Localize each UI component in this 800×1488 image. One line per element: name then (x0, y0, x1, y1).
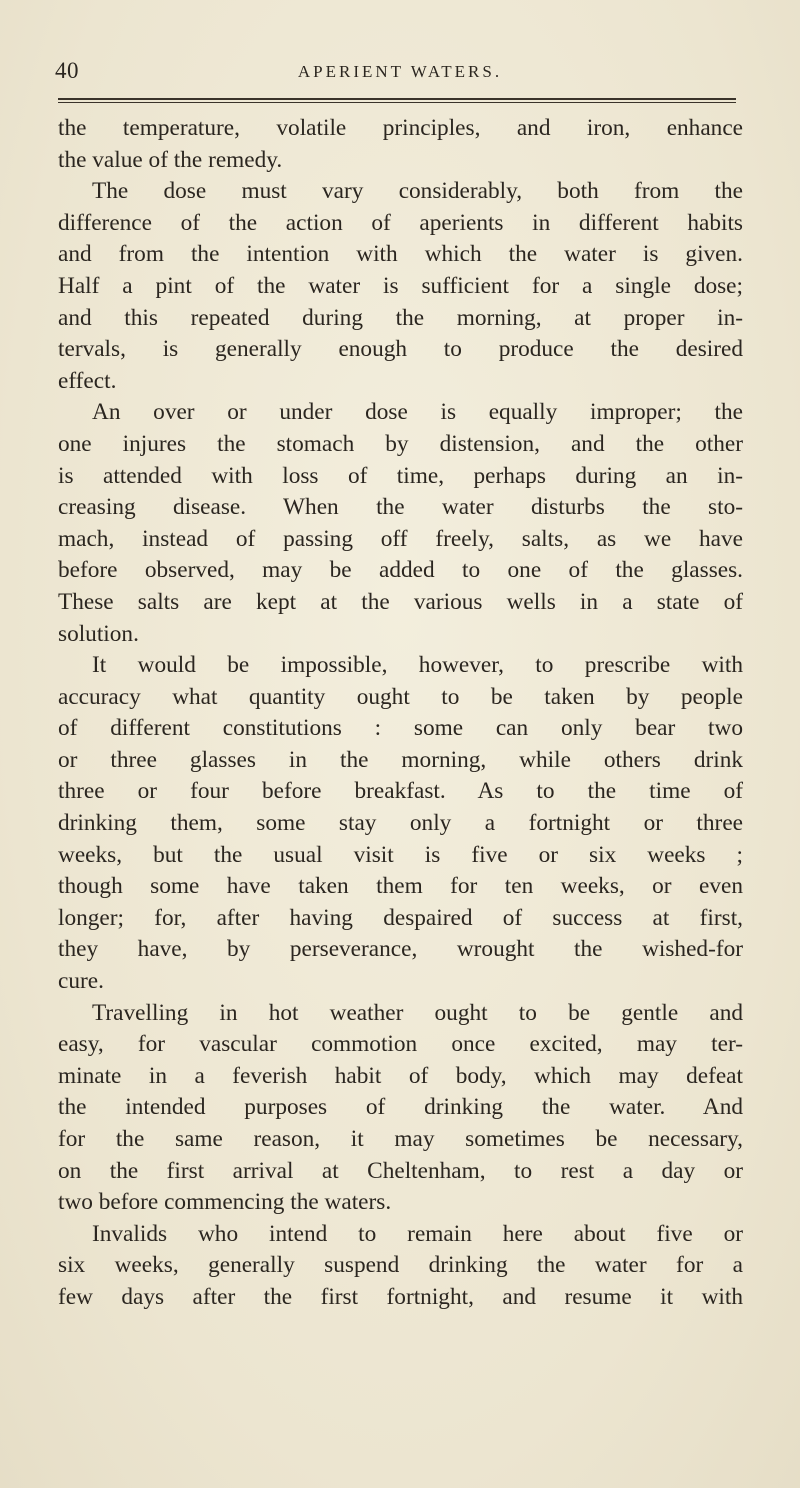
text-line: accuracy what quantity ought to be taken by people (58, 683, 743, 710)
text-line: Travelling in hot weather ought to be gentle and (92, 999, 743, 1026)
text-line: It would be impossible, however, to prescribe with (92, 652, 743, 679)
text-line: effect. (58, 367, 117, 394)
body-text (58, 113, 743, 1314)
text-line: though some have taken them for ten weeks, or even (58, 873, 743, 900)
text-line: one injures the stomach by distension, and the other (58, 430, 743, 457)
text-line: or three glasses in the morning, while others drink (58, 746, 743, 773)
text-line: The dose must vary considerably, both from the (92, 178, 743, 205)
text-line: cure. (58, 968, 104, 995)
text-line: minate in a feverish habit of body, which may defeat (58, 1062, 743, 1089)
text-line: difference of the action of aperients in different habits (58, 209, 743, 236)
text-line: six weeks, generally suspend drinking the water for a (58, 1252, 743, 1279)
text-line: easy, for vascular commotion once excited, may ter- (58, 1031, 743, 1058)
text-line: weeks, but the usual visit is five or six weeks ; (58, 841, 743, 868)
running-title: APERIENT WATERS. (297, 62, 503, 81)
page-number: 40 (55, 58, 79, 83)
header-rule-thick (58, 98, 736, 100)
text-line: longer; for, after having despaired of success at first, (58, 904, 743, 931)
text-line: drinking them, some stay only a fortnight or three (58, 810, 743, 837)
text-line: they have, by perseverance, wrought the wished-for (58, 936, 743, 963)
text-line: before observed, may be added to one of the glasses. (58, 557, 743, 584)
text-line: creasing disease. When the water disturbs the sto- (58, 494, 743, 521)
text-line: solution. (58, 620, 139, 647)
text-line: the value of the remedy. (58, 146, 283, 173)
text-line: and from the intention with which the water is given. (58, 241, 743, 268)
page-header (55, 58, 745, 88)
text-line: the intended purposes of drinking the water. And (58, 1094, 743, 1121)
text-line: for the same reason, it may sometimes be necessary, (58, 1126, 743, 1152)
text-line: the temperature, volatile principles, and iron, enhance (58, 115, 743, 141)
text-line: tervals, is generally enough to produce the desired (58, 336, 743, 363)
text-line: two before commencing the waters. (58, 1189, 392, 1216)
text-line: three or four before breakfast. As to the time of (58, 778, 743, 805)
text-line: on the first arrival at Cheltenham, to rest a day or (58, 1157, 743, 1184)
text-line: of different constitutions : some can only bear two (58, 715, 743, 742)
text-line: mach, instead of passing off freely, salts, as we have (58, 525, 743, 552)
text-line: An over or under dose is equally improper; the (92, 399, 743, 426)
text-line: Invalids who intend to remain here about five or (92, 1220, 743, 1247)
text-line: and this repeated during the morning, at proper in- (58, 304, 743, 331)
text-line: These salts are kept at the various wells in a state of (58, 588, 743, 615)
text-line: is attended with loss of time, perhaps during an in- (58, 462, 743, 489)
text-line: few days after the first fortnight, and resume it with (58, 1283, 743, 1310)
text-line: Half a pint of the water is sufficient for a single dose; (58, 272, 743, 299)
header-rule-thin (58, 102, 736, 103)
